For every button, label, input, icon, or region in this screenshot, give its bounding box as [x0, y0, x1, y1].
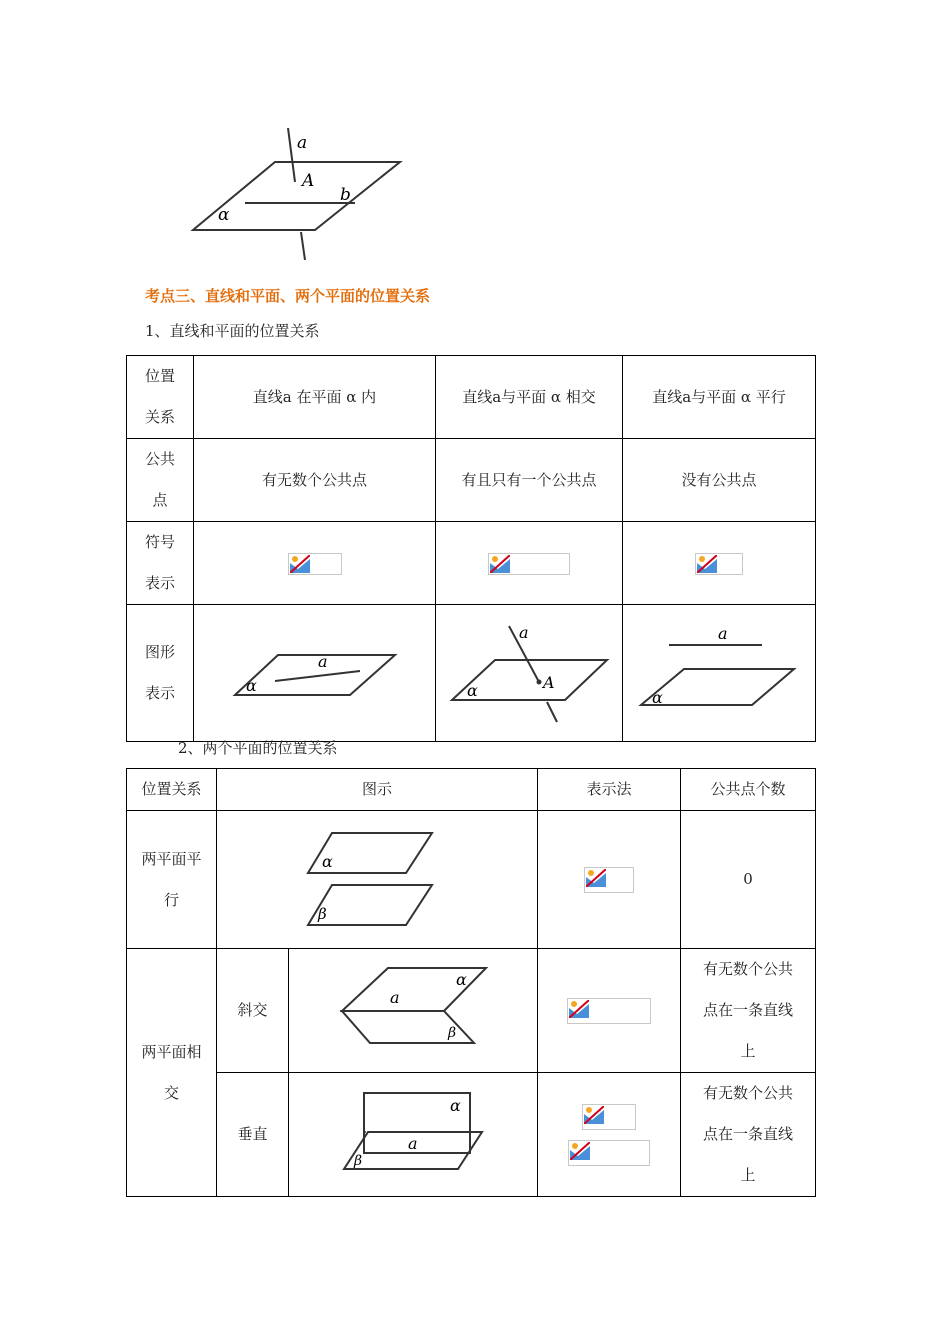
- image-placeholder-icon: [288, 553, 342, 575]
- label-a: a: [297, 133, 308, 153]
- cell-figure-intersect: [436, 605, 623, 742]
- cell-figure-perpendicular: [289, 1073, 538, 1197]
- cell-position-in: 直线a 在平面 α 内: [194, 356, 436, 439]
- row-label-intersect: 两平面相交: [127, 949, 217, 1197]
- svg-text:a: a: [317, 652, 328, 671]
- cell-symbol-in: [194, 522, 436, 605]
- row-label-symbol: 符号表示: [127, 522, 194, 605]
- svg-text:α: α: [466, 681, 478, 700]
- row-label-common: 公共点: [127, 439, 194, 522]
- image-placeholder-icon: [584, 867, 634, 893]
- svg-text:α: α: [322, 851, 333, 871]
- cell-position-parallel: 直线a与平面 α 平行: [623, 356, 816, 439]
- svg-text:a: a: [518, 623, 529, 642]
- line-plane-table: [126, 355, 816, 742]
- cell-figure-parallel-planes: [217, 811, 538, 949]
- label-alpha: α: [218, 205, 230, 225]
- header-count: 公共点个数: [681, 769, 816, 811]
- svg-text:α: α: [456, 970, 467, 989]
- figure-perpendicular-planes: [338, 1087, 488, 1182]
- svg-text:α: α: [450, 1096, 461, 1115]
- label-A: A: [302, 171, 315, 191]
- cell-count-parallel: 0: [681, 811, 816, 949]
- cell-figure-oblique: [289, 949, 538, 1073]
- svg-text:α: α: [652, 688, 663, 707]
- section2-title: 2、两个平面的位置关系: [178, 739, 338, 757]
- image-placeholder-icon: [567, 998, 651, 1024]
- cell-figure-parallel: [623, 605, 816, 742]
- header-position: 位置关系: [127, 769, 217, 811]
- figure-line-in-plane: [230, 643, 400, 703]
- cell-common-intersect: 有且只有一个公共点: [436, 439, 623, 522]
- row-label-parallel: 两平面平行: [127, 811, 217, 949]
- cell-common-perpendicular: 有无数个公共点在一条直线上: [681, 1073, 816, 1197]
- top-figure: [185, 120, 415, 270]
- svg-text:β: β: [318, 904, 327, 923]
- row-label-oblique: 斜交: [217, 949, 289, 1073]
- cell-figure-in: [194, 605, 436, 742]
- cell-notation-parallel: [538, 811, 681, 949]
- cell-symbol-intersect: [436, 522, 623, 605]
- header-notation: 表示法: [538, 769, 681, 811]
- row-label-figure: 图形表示: [127, 605, 194, 742]
- svg-text:β: β: [354, 1153, 363, 1169]
- line-a: [288, 128, 295, 182]
- label-b: b: [340, 185, 351, 205]
- image-placeholder-icon: [568, 1140, 650, 1166]
- row-label-position: 位置关系: [127, 356, 194, 439]
- cell-position-intersect: 直线a与平面 α 相交: [436, 356, 623, 439]
- cell-common-oblique: 有无数个公共点在一条直线上: [681, 949, 816, 1073]
- figure-line-intersect-plane: [447, 618, 612, 728]
- svg-text:α: α: [245, 676, 257, 695]
- figure-line-parallel-plane: [634, 623, 804, 723]
- svg-text:a: a: [408, 1134, 418, 1153]
- cell-symbol-parallel: [623, 522, 816, 605]
- cell-notation-oblique: [538, 949, 681, 1073]
- cell-common-parallel: 没有公共点: [623, 439, 816, 522]
- plane-plane-table: [126, 768, 816, 1197]
- header-figure: 图示: [217, 769, 538, 811]
- svg-text:a: a: [390, 988, 400, 1007]
- svg-text:a: a: [718, 624, 728, 643]
- line-a-lower: [301, 232, 305, 260]
- row-label-perpendicular: 垂直: [217, 1073, 289, 1197]
- svg-text:β: β: [448, 1025, 457, 1041]
- figure-oblique-planes: [338, 963, 488, 1058]
- svg-text:A: A: [542, 673, 555, 692]
- image-placeholder-icon: [695, 553, 743, 575]
- cell-notation-perpendicular: [538, 1073, 681, 1197]
- section-heading: 考点三、直线和平面、两个平面的位置关系: [145, 287, 431, 305]
- image-placeholder-icon: [582, 1104, 636, 1130]
- cell-common-in: 有无数个公共点: [194, 439, 436, 522]
- section1-title: 1、直线和平面的位置关系: [145, 322, 320, 340]
- figure-parallel-planes: [302, 825, 452, 935]
- image-placeholder-icon: [488, 553, 570, 575]
